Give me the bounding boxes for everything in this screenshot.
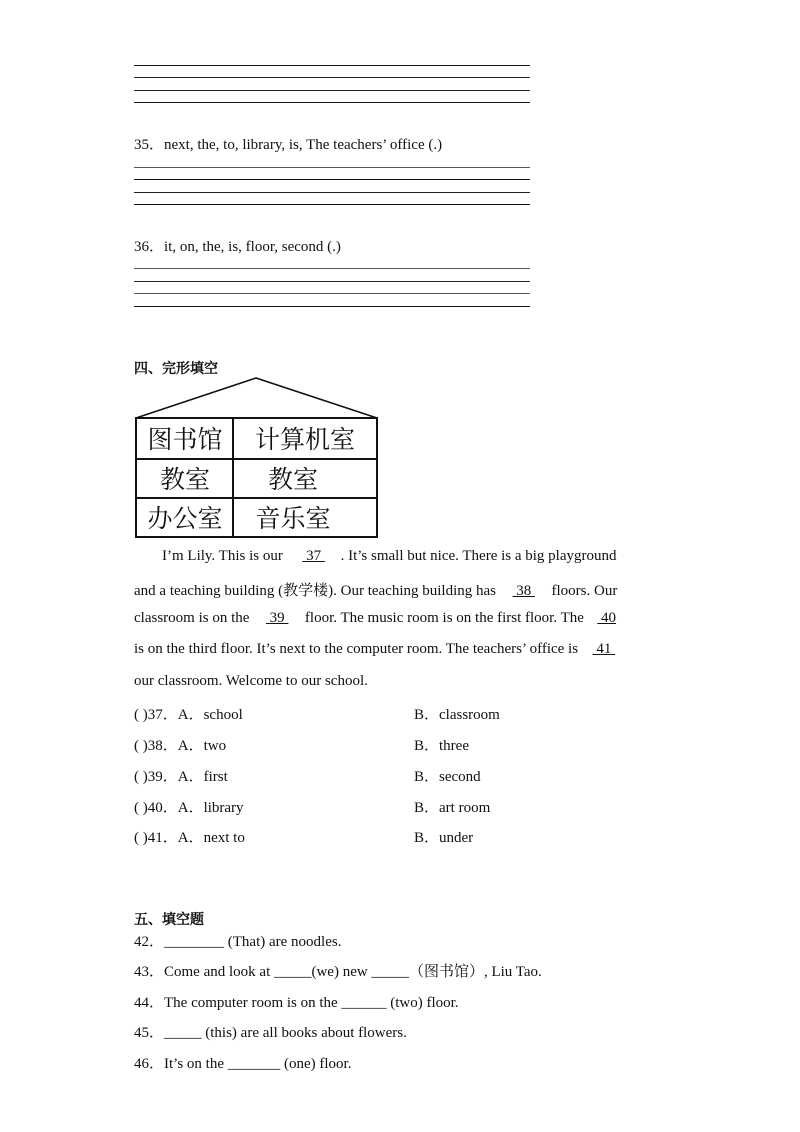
blank-37: 37 xyxy=(306,548,322,564)
answer-line xyxy=(134,90,530,91)
fill-blank[interactable]: ______ xyxy=(341,995,387,1011)
answer-line xyxy=(134,293,530,294)
fill-blank[interactable]: _____ xyxy=(273,964,312,980)
fill-blank[interactable]: ________ xyxy=(164,934,225,950)
answer-line xyxy=(134,281,530,282)
answer-line xyxy=(134,167,530,168)
option-b: B．classroom xyxy=(414,707,500,723)
option-row xyxy=(134,703,694,725)
option-a: ( )39．A．first xyxy=(134,769,228,785)
blank-40: 40 xyxy=(601,610,617,626)
answer-line xyxy=(134,77,530,78)
option-b: B．three xyxy=(414,738,469,754)
question-46: 46．It’s on the _______ (one) floor. xyxy=(134,1056,352,1072)
passage-line: I’m Lily. This is our 37 . It’s small but nice. There is a big playground xyxy=(162,548,617,564)
section-heading: 四、完形填空 xyxy=(134,361,218,377)
passage-line: and a teaching building (教学楼). Our teaching building has 38 floors. Our xyxy=(134,583,618,599)
option-b: B．art room xyxy=(414,800,491,816)
question-45: 45．_____ (this) are all books about flowers. xyxy=(134,1025,407,1041)
option-row xyxy=(134,826,694,848)
option-a: ( )40．A．library xyxy=(134,800,244,816)
section-heading: 五、填空题 xyxy=(134,912,204,928)
blank-38: 38 xyxy=(516,583,532,599)
fill-blank[interactable]: _______ xyxy=(227,1056,281,1072)
fill-blank[interactable]: _____ xyxy=(371,964,409,980)
question-44: 44．The computer room is on the ______ (two) floor. xyxy=(134,995,459,1011)
room-label: 图书馆 xyxy=(147,425,223,454)
building-roof xyxy=(136,378,377,418)
room-label: 音乐室 xyxy=(255,504,331,533)
option-a: ( )41．A．next to xyxy=(134,830,245,846)
question-43: 43．Come and look at _____(we) new _____（图书馆）, Liu Tao. xyxy=(134,964,542,980)
passage-line: our classroom. Welcome to our school. xyxy=(134,673,368,689)
building-diagram xyxy=(134,377,380,539)
question-42: 42．________ (That) are noodles. xyxy=(134,934,342,950)
room-label: 计算机室 xyxy=(254,425,356,454)
fill-blank[interactable]: _____ xyxy=(164,1025,202,1041)
question-number: 36． xyxy=(134,239,165,255)
option-a: ( )38．A．two xyxy=(134,738,227,754)
option-row xyxy=(134,796,694,818)
question-text: it, on, the, is, floor, second (.) xyxy=(164,239,341,255)
question-text: next, the, to, library, is, The teachers’ office (.) xyxy=(164,137,443,153)
answer-line xyxy=(134,268,530,269)
answer-line xyxy=(134,204,530,205)
option-row xyxy=(134,734,694,756)
question-35 xyxy=(134,133,442,154)
answer-line xyxy=(134,192,530,193)
option-row xyxy=(134,765,694,787)
blank-41: 41 xyxy=(596,641,612,657)
answer-line xyxy=(134,306,530,307)
passage-line: is on the third floor. It’s next to the computer room. The teachers’ office is 41 xyxy=(134,641,626,658)
option-b: B．under xyxy=(414,830,474,846)
passage-line: classroom is on the 39 floor. The music room is on the first floor. The 40 xyxy=(134,610,626,627)
question-number: 35． xyxy=(134,137,165,153)
option-a: ( )37．A．school xyxy=(134,707,243,723)
answer-line xyxy=(134,102,530,103)
room-label: 教室 xyxy=(159,465,211,494)
room-label: 教室 xyxy=(267,465,319,494)
option-b: B．second xyxy=(414,769,481,785)
blank-39: 39 xyxy=(269,610,285,626)
question-36 xyxy=(134,235,341,256)
answer-line xyxy=(134,65,530,66)
room-label: 办公室 xyxy=(147,504,223,533)
answer-line xyxy=(134,179,530,180)
